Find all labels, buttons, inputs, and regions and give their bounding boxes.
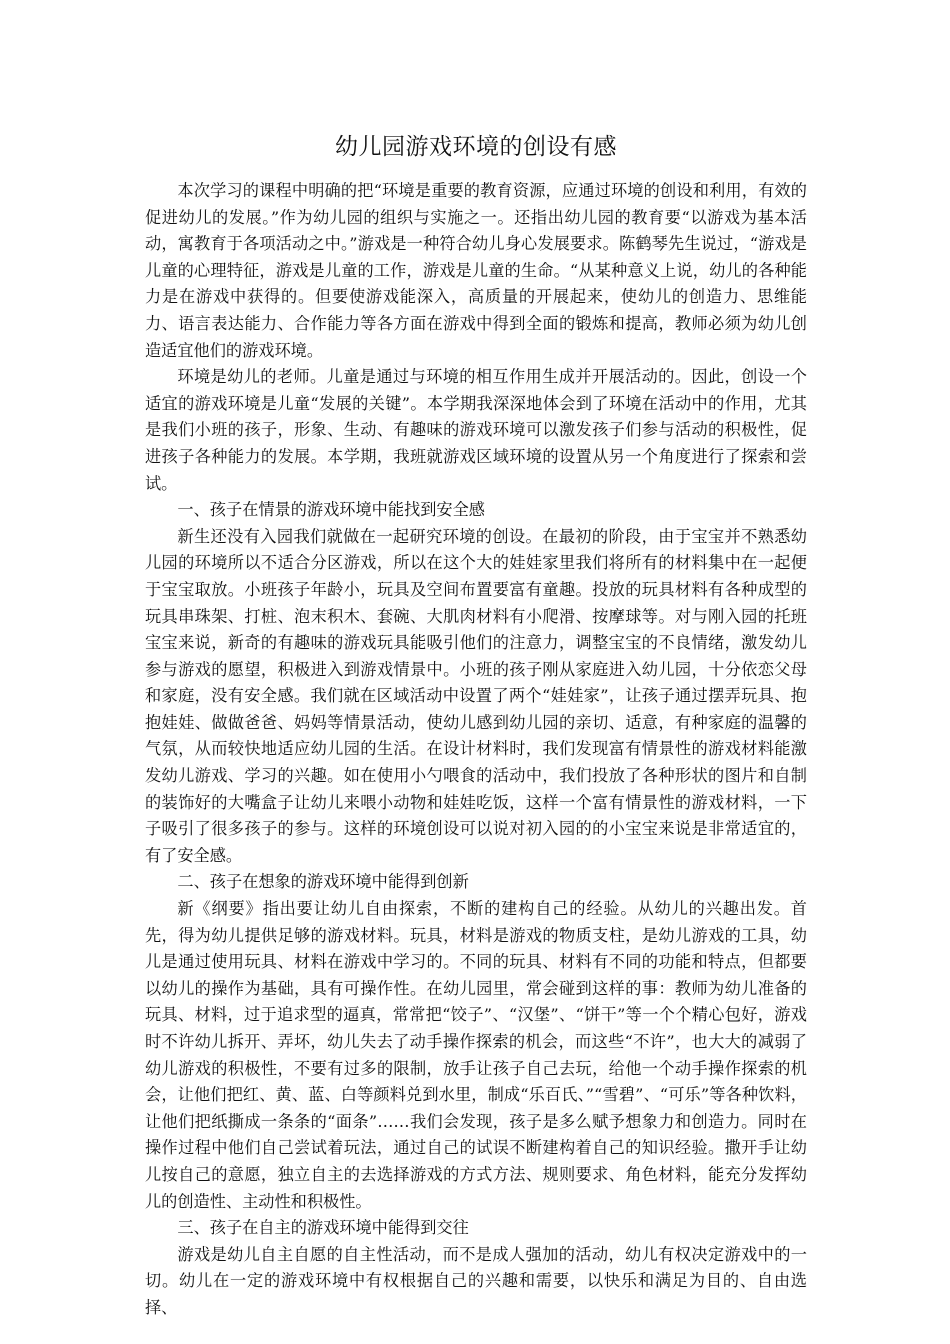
paragraph-section-2: 新《纲要》指出要让幼儿自由探索，不断的建构自己的经验。从幼儿的兴趣出发。首先，得为幼儿提供足够的游戏材料。玩具，材料是游戏的物质支柱，是幼儿游戏的工具，幼儿是通过使用玩具、材料在游戏中学习的。不同的玩具、材料有不同的功能和特点，但都要以幼儿的操作为基础，具有可操作性。在幼儿园里，常会碰到这样的事：教师为幼儿准备的玩具、材料，过于追求型的逼真，常常把“饺子”、“汉堡”、“饼干”等一个个精心包好，游戏时不许幼儿拆开、弄坏，幼儿失去了动手操作探索的机会，而这些“不许”，也大大的减弱了幼儿游戏的积极性，不要有过多的限制，放手让孩子自己去玩，给他一个动手操作探索的机会，让他们把红、黄、蓝、白等颜料兑到水里，制成“乐百氏、”“雪碧”、“可乐”等各种饮料，让他们把纸撕成一条条的“面条”……我们会发现，孩子是多么赋予想象力和创造力。同时在操作过程中他们自己尝试着玩法，通过自己的试误不断建构着自己的知识经验。撒开手让幼儿按自己的意愿，独立自主的去选择游戏的方式方法、规则要求、角色材料，能充分发挥幼儿的创造性、主动性和积极性。 <box>145 899 807 1211</box>
paragraph-section-1: 新生还没有入园我们就做在一起研究环境的创设。在最初的阶段，由于宝宝并不熟悉幼儿园的环境所以不适合分区游戏，所以在这个大的娃娃家里我们将所有的材料集中在一起便于宝宝取放。小班孩子年龄小，玩具及空间布置要富有童趣。投放的玩具材料有各种成型的玩具串珠架、打桩、泡末积木、套碗、大肌肉材料有小爬滑、按摩球等。对与刚入园的托班宝宝来说，新奇的有趣味的游戏玩具能吸引他们的注意力，调整宝宝的不良情绪，激发幼儿参与游戏的愿望，积极进入到游戏情景中。小班的孩子刚从家庭进入幼儿园，十分依恋父母和家庭，没有安全感。我们就在区域活动中设置了两个“娃娃家”，让孩子通过摆弄玩具、抱抱娃娃、做做爸爸、妈妈等情景活动，使幼儿感到幼儿园的亲切、适意，有种家庭的温馨的气氛，从而较快地适应幼儿园的生活。在设计材料时，我们发现富有情景性的游戏材料能激发幼儿游戏、学习的兴趣。如在使用小勺喂食的活动中，我们投放了各种形状的图片和自制的装饰好的大嘴盒子让幼儿来喂小动物和娃娃吃饭，这样一个富有情景性的游戏材料，一下子吸引了很多孩子的参与。这样的环境创设可以说对初入园的的小宝宝来说是非常适宜的，有了安全感。 <box>145 526 807 865</box>
paragraph-section-3: 游戏是幼儿自主自愿的自主性活动，而不是成人强加的活动，幼儿有权决定游戏中的一切。幼儿在一定的游戏环境中有权根据自己的兴趣和需要，以快乐和满足为目的、自由选择、 <box>145 1244 807 1317</box>
section-heading-3: 三、孩子在自主的游戏环境中能得到交往 <box>177 1218 469 1238</box>
document-page <box>145 130 807 1322</box>
section-heading-1: 一、孩子在情景的游戏环境中能找到安全感 <box>177 500 485 520</box>
paragraph-environment: 环境是幼儿的老师。儿童是通过与环境的相互作用生成并开展活动的。因此，创设一个适宜的游戏环境是儿童“发展的关键”。本学期我深深地体会到了环境在活动中的作用，尤其是我们小班的孩子，形象、生动、有趣味的游戏环境可以激发孩子们参与活动的积极性，促进孩子各种能力的发展。本学期，我班就游戏区域环境的设置从另一个角度进行了探索和尝试。 <box>145 367 807 493</box>
paragraph-intro: 本次学习的课程中明确的把“环境是重要的教育资源，应通过环境的创设和利用，有效的促进幼儿的发展。”作为幼儿园的组织与实施之一。还指出幼儿园的教育要“以游戏为基本活动，寓教育于各项活动之中。”游戏是一种符合幼儿身心发展要求。陈鹤琴先生说过，“游戏是儿童的心理特征，游戏是儿童的工作，游戏是儿童的生命。“从某种意义上说，幼儿的各种能力是在游戏中获得的。但要使游戏能深入，高质量的开展起来，使幼儿的创造力、思维能力、语言表达能力、合作能力等各方面在游戏中得到全面的锻炼和提高，教师必须为幼儿创造适宜他们的游戏环境。 <box>145 181 807 360</box>
document-title: 幼儿园游戏环境的创设有感 <box>335 134 617 160</box>
section-heading-2: 二、孩子在想象的游戏环境中能得到创新 <box>177 872 469 892</box>
